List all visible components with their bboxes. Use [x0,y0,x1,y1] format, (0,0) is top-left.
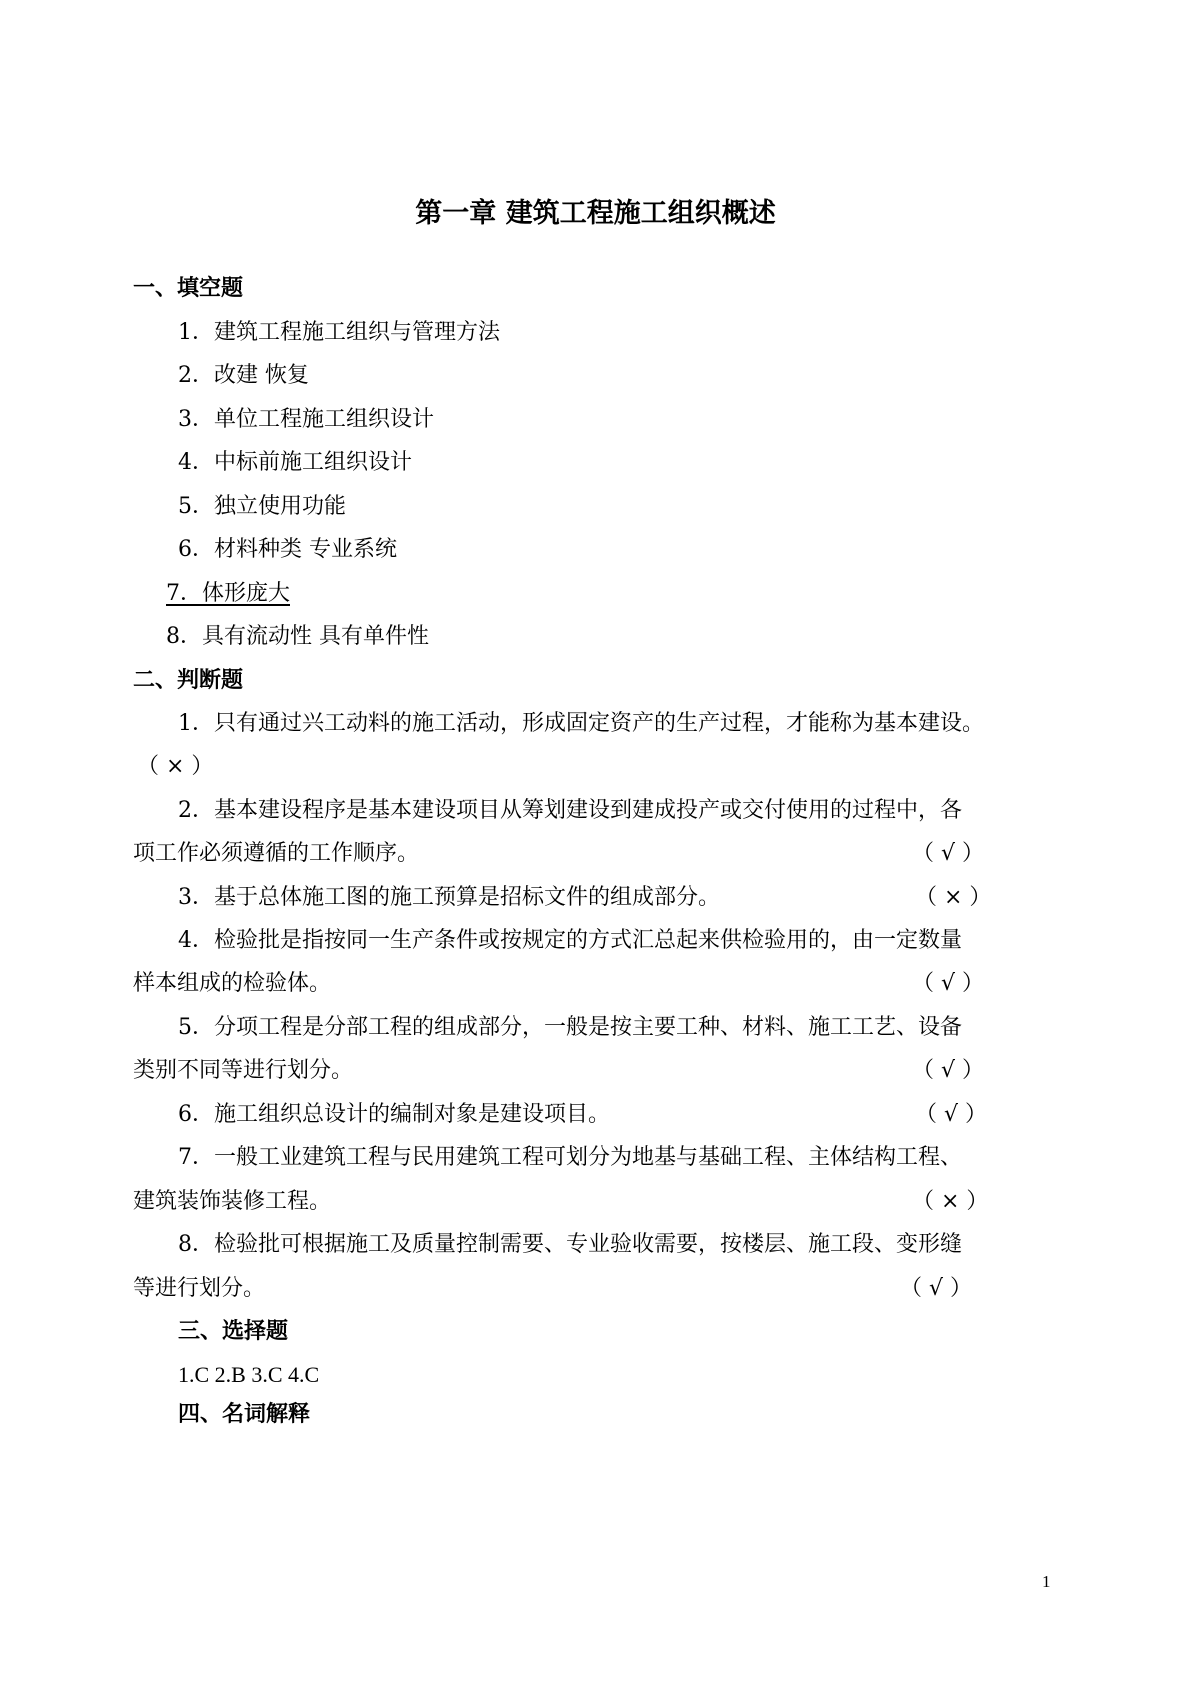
judge-item-4-cont: 样本组成的检验体。 [133,971,332,996]
judge-item-1: 1．只有通过兴工动料的施工活动，形成固定资产的生产过程，才能称为基本建设。 [178,711,984,736]
fill-item: 8．具有流动性 具有单件性 [166,624,429,649]
judge-item-2-cont: 项工作必须遵循的工作顺序。 [133,841,420,866]
fill-item: 2．改建 恢复 [178,363,309,388]
judge-item-6: 6．施工组织总设计的编制对象是建设项目。 [178,1102,610,1127]
section-choice-heading: 三、选择题 [178,1319,289,1344]
section-judge-heading: 二、判断题 [133,668,244,693]
fill-item: 4．中标前施工组织设计 [178,450,412,475]
judge-item-3: 3．基于总体施工图的施工预算是招标文件的组成部分。 [178,885,720,910]
judge-mark-4: （ √ ） [912,971,985,996]
choice-answers: 1.C 2.B 3.C 4.C [178,1362,320,1387]
judge-item-8: 8．检验批可根据施工及质量控制需要、专业验收需要，按楼层、施工段、变形缝 [178,1232,962,1257]
section-fill-heading: 一、填空题 [133,276,244,301]
page-number: 1 [1042,1572,1051,1591]
chapter-title: 第一章 建筑工程施工组织概述 [415,198,776,229]
section-terms-heading: 四、名词解释 [178,1402,311,1427]
fill-item: 5．独立使用功能 [178,494,346,519]
judge-item-5: 5．分项工程是分部工程的组成部分，一般是按主要工种、材料、施工工艺、设备 [178,1015,962,1040]
judge-item-7: 7．一般工业建筑工程与民用建筑工程可划分为地基与基础工程、主体结构工程、 [178,1145,962,1170]
judge-mark-5: （ √ ） [912,1058,985,1083]
judge-mark-6: （ √ ） [915,1102,988,1127]
judge-mark-7: （ × ） [912,1189,989,1214]
judge-mark-8: （ √ ） [900,1276,973,1301]
judge-item-8-cont: 等进行划分。 [133,1276,266,1301]
fill-item: 1．建筑工程施工组织与管理方法 [178,320,500,345]
judge-item-4: 4．检验批是指按同一生产条件或按规定的方式汇总起来供检验用的，由一定数量 [178,928,962,953]
judge-item-7-cont: 建筑装饰装修工程。 [133,1189,332,1214]
judge-item-5-cont: 类别不同等进行划分。 [133,1058,354,1083]
fill-item: 6．材料种类 专业系统 [178,537,397,562]
judge-mark-2: （ √ ） [912,841,985,866]
judge-item-2: 2．基本建设程序是基本建设项目从筹划建设到建成投产或交付使用的过程中，各 [178,798,962,823]
judge-mark-3: （ × ） [915,885,992,910]
judge-mark-1: （ × ） [137,754,214,779]
fill-item: 7．体形庞大 [166,581,290,606]
fill-item: 3．单位工程施工组织设计 [178,407,434,432]
